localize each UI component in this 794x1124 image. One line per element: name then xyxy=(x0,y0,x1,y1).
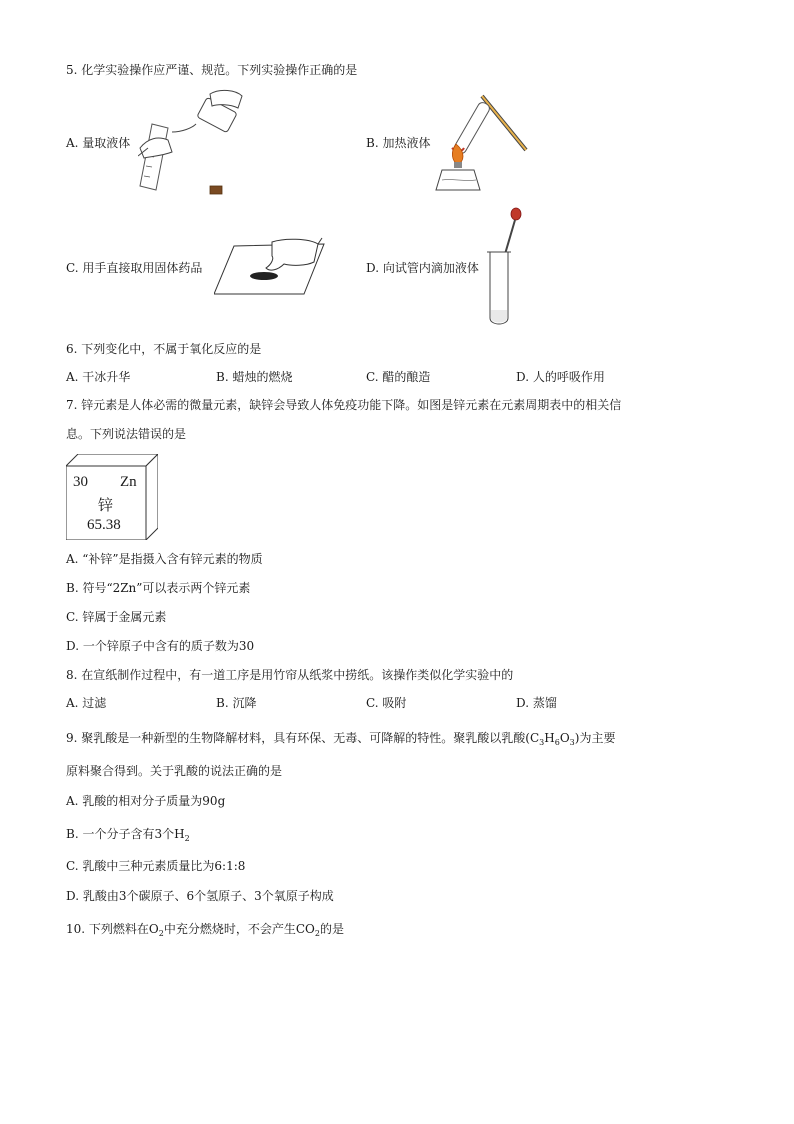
q7-option-a[interactable]: A. “补锌”是指摄入含有锌元素的物质 xyxy=(66,552,263,566)
q9-option-c[interactable] xyxy=(66,858,245,874)
formula-c: C xyxy=(529,731,540,745)
q5-option-d[interactable]: D. 向试管内滴加液体 xyxy=(366,261,479,275)
element-atomic-mass: 65.38 xyxy=(87,517,121,533)
dropper-test-tube-figure xyxy=(484,204,524,328)
q8-option-b[interactable]: B. 沉降 xyxy=(216,696,257,710)
h2-formula xyxy=(174,827,190,841)
q9-stem-text: 9. 聚乳酸是一种新型的生物降解材料，具有环保、无毒、可降解的特性。聚乳酸以乳酸 xyxy=(66,731,526,745)
q6-option-d[interactable]: D. 人的呼吸作用 xyxy=(516,370,605,384)
right-paren: ) xyxy=(574,731,580,745)
q6-option-c[interactable]: C. 醋的酿造 xyxy=(366,370,431,384)
q6-stem: 6. 下列变化中，不属于氧化反应的是 xyxy=(66,342,262,356)
o2-count: 2 xyxy=(158,929,164,938)
q7-option-c[interactable]: C. 锌属于金属元素 xyxy=(66,610,167,624)
q7-stem-line2: 息。下列说法错误的是 xyxy=(66,427,187,441)
q10-stem xyxy=(66,921,344,942)
o2-symbol: O xyxy=(148,922,159,936)
q7-option-d[interactable]: D. 一个锌原子中含有的质子数为30 xyxy=(66,639,255,653)
q7-stem-line1: 7. 锌元素是人体必需的微量元素，缺锌会导致人体免疫功能下降。如图是锌元素在元素周期表中的相关信 xyxy=(66,398,622,412)
q9-option-a[interactable]: A. 乳酸的相对分子质量为90g xyxy=(66,794,226,808)
q5-option-c[interactable]: C. 用手直接取用固体药品 xyxy=(66,261,203,275)
q8-option-d[interactable]: D. 蒸馏 xyxy=(516,696,557,710)
q9-stem-tail: 为主要 xyxy=(579,731,616,745)
q5-option-a[interactable]: A. 量取液体 xyxy=(66,136,131,150)
o2-formula xyxy=(149,922,164,936)
co2-symbol: CO xyxy=(295,922,315,936)
formula-o-count: 3 xyxy=(569,738,575,747)
q9-stem-line1 xyxy=(66,730,615,751)
formula-c-count: 3 xyxy=(539,738,545,747)
element-atomic-number: 30 xyxy=(73,474,88,490)
element-name: 锌 xyxy=(98,496,114,514)
formula-h: H xyxy=(544,731,555,745)
q8-stem: 8. 在宣纸制作过程中，有一道工序是用竹帘从纸浆中捞纸。该操作类似化学实验中的 xyxy=(66,668,514,682)
q10-text-mid: 中充分燃烧时，不会产生 xyxy=(163,922,296,936)
mass-ratio: 6:1:8 xyxy=(214,859,246,873)
q9-option-d[interactable]: D. 乳酸由3个碳原子、6个氢原子、3个氧原子构成 xyxy=(66,889,334,903)
q10-text-pre: 10. 下列燃料在 xyxy=(66,922,149,936)
q5-option-b[interactable]: B. 加热液体 xyxy=(366,136,431,150)
q9-option-b[interactable] xyxy=(66,826,190,847)
q10-text-post: 的是 xyxy=(319,922,344,936)
measuring-cylinder-figure xyxy=(138,86,248,196)
co2-count: 2 xyxy=(314,929,320,938)
q9-stem-line2: 原料聚合得到。关于乳酸的说法正确的是 xyxy=(66,764,283,778)
element-symbol: Zn xyxy=(120,474,137,490)
q9-option-b-text: B. 一个分子含有3个 xyxy=(66,827,175,841)
co2-formula xyxy=(296,922,320,936)
hand-taking-solid-figure xyxy=(214,236,326,298)
h2-symbol: H xyxy=(174,827,185,841)
heating-liquid-figure xyxy=(432,92,532,196)
q8-option-a[interactable]: A. 过滤 xyxy=(66,696,107,710)
q7-option-b[interactable]: B. 符号“2Zn”可以表示两个锌元素 xyxy=(66,581,251,595)
lactic-acid-formula xyxy=(530,731,575,745)
q6-option-a[interactable]: A. 干冰升华 xyxy=(66,370,131,384)
q5-stem: 5. 化学实验操作应严谨、规范。下列实验操作正确的是 xyxy=(66,63,358,77)
left-paren: ( xyxy=(525,731,530,745)
q8-option-c[interactable]: C. 吸附 xyxy=(366,696,407,710)
q6-option-b[interactable]: B. 蜡烛的燃烧 xyxy=(216,370,293,384)
formula-o: O xyxy=(559,731,570,745)
q9-option-c-text: C. 乳酸中三种元素质量比为 xyxy=(66,859,215,873)
formula-h-count: 6 xyxy=(554,738,560,747)
h2-count: 2 xyxy=(184,834,190,843)
